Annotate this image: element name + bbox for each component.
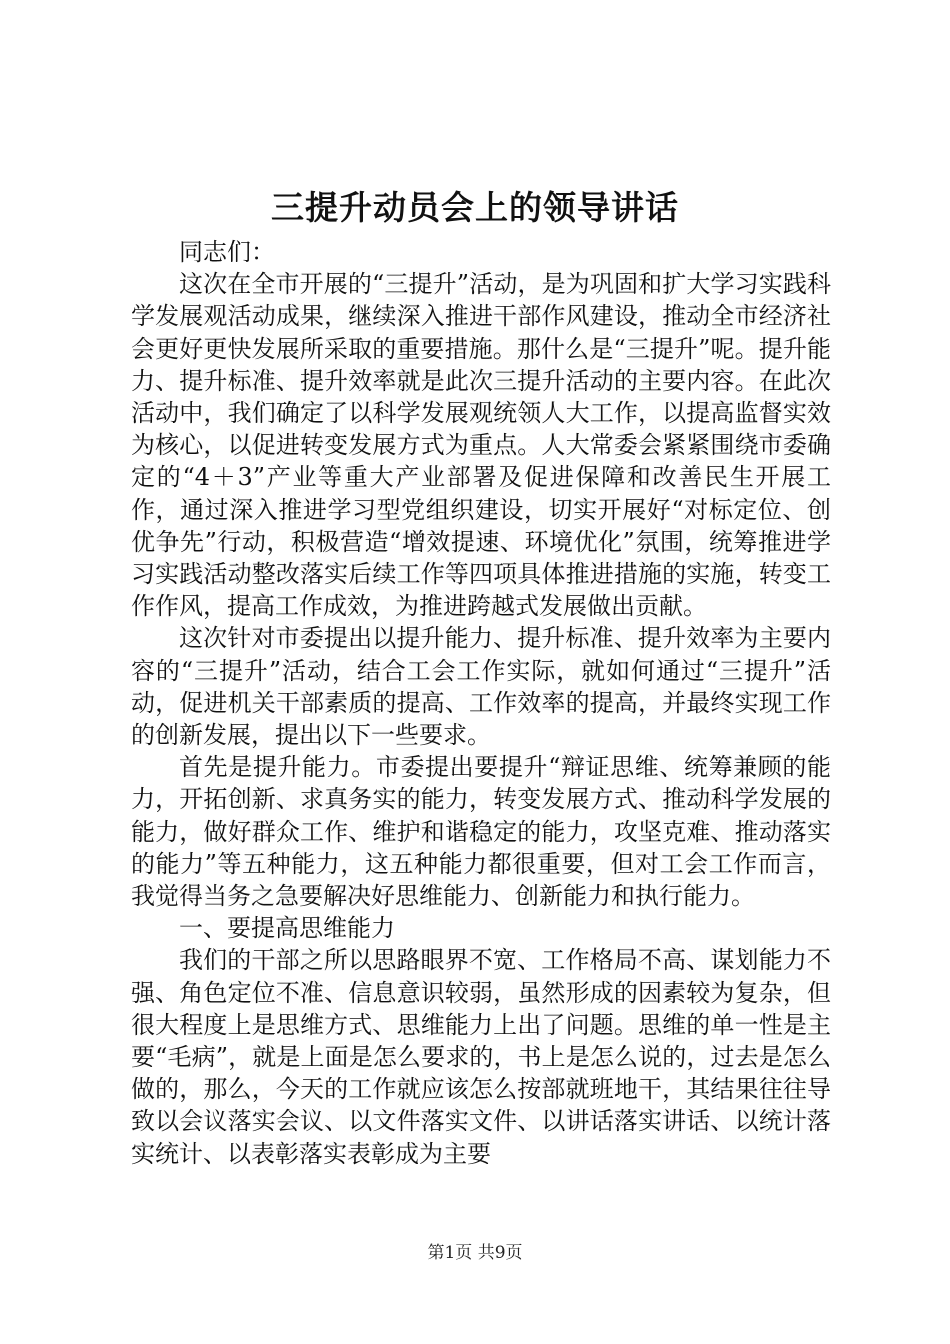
paragraph-2: 这次针对市委提出以提升能力、提升标准、提升效率为主要内容的“三提升”活动，结合工会工作实际，就如何通过“三提升”活动，促进机关干部素质的提高、工作效率的提高，并最终实现工作的创新发展，提出以下一些要求。 [131, 624, 831, 750]
section-heading: 一、要提高思维能力 [179, 914, 395, 943]
page-footer: 第1页 共9页 [427, 1243, 523, 1263]
document-title: 三提升动员会上的领导讲话 [271, 188, 679, 227]
paragraph-1: 这次在全市开展的“三提升”活动，是为巩固和扩大学习实践科学发展观活动成果，继续深入推进干部作风建设，推动全市经济社会更好更快发展所采取的重要措施。那什么是“三提升”呢。提升能力、提升标准、提升效率就是此次三提升活动的主要内容。在此次活动中，我们确定了以科学发展观统领人大工作，以提高监督实效为核心，以促进转变发展方式为重点。人大常委会紧紧围绕市委确定的“4＋3”产业等重大产业部署及促进保障和改善民生开展工作，通过深入推进学习型党组织建设，切实开展好“对标定位、创优争先”行动，积极营造“增效提速、环境优化”氛围，统筹推进学习实践活动整改落实后续工作等四项具体推进措施的实施，转变工作作风，提高工作成效，为推进跨越式发展做出贡献。 [131, 270, 831, 621]
paragraph-4: 我们的干部之所以思路眼界不宽、工作格局不高、谋划能力不强、角色定位不准、信息意识较弱，虽然形成的因素较为复杂，但很大程度上是思维方式、思维能力上出了问题。思维的单一性是主要“毛病”，就是上面是怎么要求的，书上是怎么说的，过去是怎么做的，那么，今天的工作就应该怎么按部就班地干，其结果往往导致以会议落实会议、以文件落实文件、以讲话落实讲话、以统计落实统计、以表彰落实表彰成为主要 [131, 946, 831, 1168]
document-body [131, 236, 831, 1170]
paragraph-3: 首先是提升能力。市委提出要提升“辩证思维、统筹兼顾的能力，开拓创新、求真务实的能力，转变发展方式、推动科学发展的能力，做好群众工作、维护和谐稳定的能力，攻坚克难、推动落实的能力”等五种能力，这五种能力都很重要，但对工会工作而言，我觉得当务之急要解决好思维能力、创新能力和执行能力。 [131, 753, 831, 911]
salutation: 同志们： [179, 238, 275, 266]
